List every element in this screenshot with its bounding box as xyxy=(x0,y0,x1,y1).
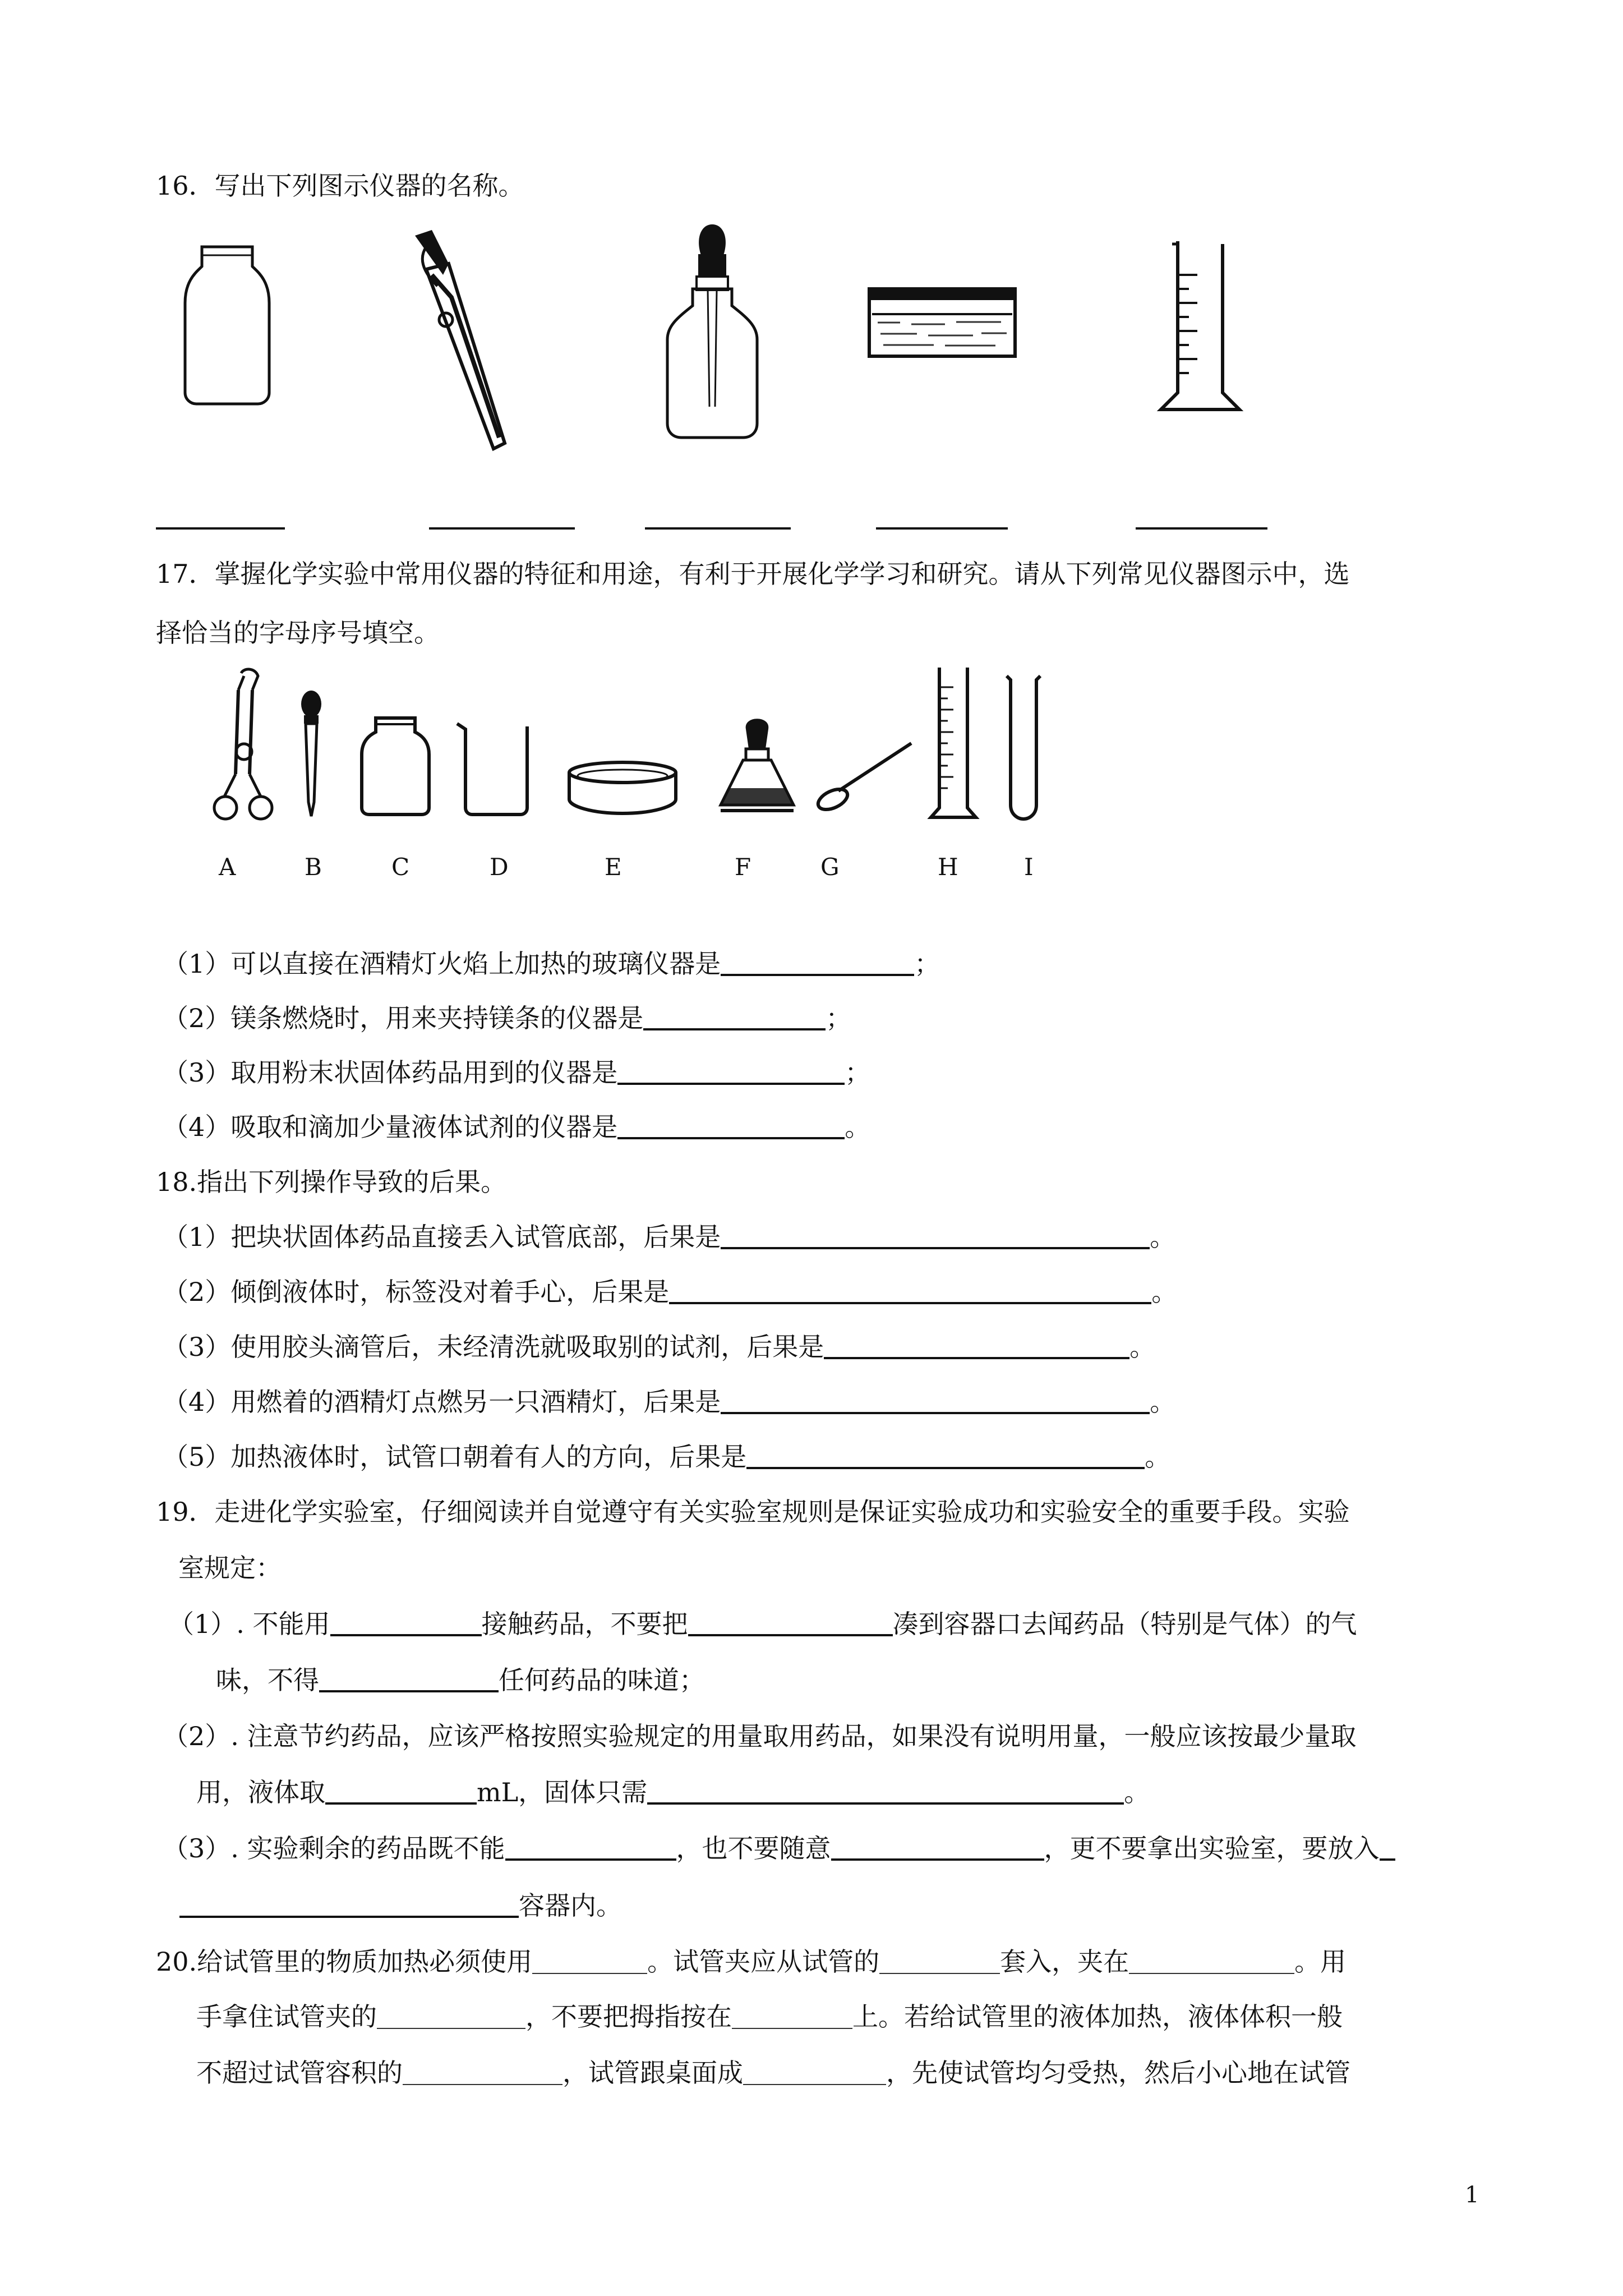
q20-blank-3[interactable] xyxy=(1129,1950,1294,1974)
label-i: I xyxy=(1024,853,1034,881)
label-c: C xyxy=(391,853,410,881)
q18-blank-4[interactable] xyxy=(721,1389,1150,1414)
page-number: 1 xyxy=(1465,2182,1479,2208)
q17-line1: 17．掌握化学实验中常用仪器的特征和用途，有利于开展化学学习和研究。请从下列常见仪器图示中，选 xyxy=(156,559,1350,589)
q17-part4: （4）吸取和滴加少量液体试剂的仪器是 。 xyxy=(163,1112,871,1142)
q16-answer-blank-5[interactable] xyxy=(1136,527,1267,530)
test-tube-icon xyxy=(1004,673,1043,822)
q18-blank-3[interactable] xyxy=(824,1335,1129,1359)
label-b: B xyxy=(305,853,322,881)
reagent-bottle-icon xyxy=(359,715,432,816)
graduated-cylinder-icon xyxy=(928,665,979,822)
q19-line2: 室规定： xyxy=(178,1553,282,1583)
q20-line1: 20.给试管里的物质加热必须使用 。试管夹应从试管的 套入，夹在 。用 xyxy=(156,1947,1347,1977)
q19-blank-8[interactable] xyxy=(179,1893,519,1918)
q18-blank-1[interactable] xyxy=(721,1225,1150,1249)
measuring-cylinder-icon xyxy=(1155,241,1245,415)
alcohol-lamp-icon xyxy=(718,710,796,819)
crucible-tongs-small-icon xyxy=(213,668,275,825)
dropper-icon xyxy=(297,690,325,819)
q20-blank-1[interactable] xyxy=(532,1950,647,1974)
q16-answer-blank-1[interactable] xyxy=(156,527,285,530)
q18-part3: （3）使用胶头滴管后，未经清洗就吸取别的试剂，后果是 。 xyxy=(163,1332,1156,1362)
q17-blank-1[interactable] xyxy=(721,951,914,976)
q20-blank-4[interactable] xyxy=(377,2005,525,2029)
beaker-icon xyxy=(454,721,533,816)
q20-line2: 手拿住试管夹的 ，不要把拇指按在 上。若给试管里的液体加热，液体体积一般 xyxy=(196,2001,1343,2032)
q20-blank-2[interactable] xyxy=(879,1950,1000,1974)
q18-title: 18.指出下列操作导致的后果。 xyxy=(156,1167,507,1197)
q19-blank-5[interactable] xyxy=(647,1780,1124,1805)
label-f: F xyxy=(735,853,751,881)
q18-part5: （5）加热液体时，试管口朝着有人的方向，后果是 。 xyxy=(163,1442,1171,1472)
q20-blank-5[interactable] xyxy=(732,2005,852,2029)
q16-answer-blank-4[interactable] xyxy=(876,527,1008,530)
q19-part3-line1: （3）. 实验剩余的药品既不能 ，也不要随意 ，更不要拿出实验室，要放入 xyxy=(163,1835,1395,1861)
q19-part2-line1: （2）. 注意节约药品，应该严格按照实验规定的用量取用药品，如果没有说明用量，一般应该按最少量取 xyxy=(163,1721,1357,1751)
q17-part1: （1）可以直接在酒精灯火焰上加热的玻璃仪器是 ； xyxy=(163,949,940,979)
crucible-tongs-icon xyxy=(393,230,516,454)
q20-blank-6[interactable] xyxy=(403,2062,562,2085)
q17-blank-3[interactable] xyxy=(617,1060,845,1085)
label-g: G xyxy=(820,853,840,881)
q16-answer-blank-3[interactable] xyxy=(645,527,791,530)
dropper-bottle-icon xyxy=(662,222,763,440)
q20-line3: 不超过试管容积的 ，试管跟桌面成 ，先使试管均匀受热，然后小心地在试管 xyxy=(196,2058,1350,2088)
q17-blank-4[interactable] xyxy=(617,1115,845,1139)
q19-blank-8-start[interactable] xyxy=(1380,1836,1395,1861)
q19-blank-4[interactable] xyxy=(325,1780,477,1805)
q19-blank-3[interactable] xyxy=(319,1668,499,1692)
q18-blank-2[interactable] xyxy=(669,1280,1151,1304)
q19-blank-7[interactable] xyxy=(831,1836,1044,1861)
q16-title: 16．写出下列图示仪器的名称。 xyxy=(156,171,524,201)
petri-dish-icon xyxy=(566,760,679,816)
label-e: E xyxy=(605,853,622,881)
q19-part2-line2: 用，液体取 mL，固体只需 。 xyxy=(196,1777,1150,1807)
q19-part3-line2: 容器内。 xyxy=(179,1893,622,1918)
q18-blank-5[interactable] xyxy=(746,1444,1145,1469)
q19-blank-1[interactable] xyxy=(330,1612,482,1636)
q18-part1: （1）把块状固体药品直接丢入试管底部，后果是 。 xyxy=(163,1222,1176,1252)
q17-blank-2[interactable] xyxy=(643,1006,826,1030)
q16-answer-blank-2[interactable] xyxy=(429,527,575,530)
q18-part4: （4）用燃着的酒精灯点燃另一只酒精灯，后果是 。 xyxy=(163,1387,1176,1417)
q19-part1-line2: 味，不得 任何药品的味道； xyxy=(216,1665,705,1695)
q19-blank-6[interactable] xyxy=(505,1836,676,1861)
q19-line1: 19．走进化学实验室，仔细阅读并自觉遵守有关实验室规则是保证实验成功和实验安全的重要手段。实验 xyxy=(156,1497,1350,1527)
label-d: D xyxy=(490,853,509,881)
label-h: H xyxy=(938,853,958,881)
label-a: A xyxy=(219,853,236,881)
q19-part1-line1: （1）. 不能用 接触药品，不要把 凑到容器口去闻药品（特别是气体）的气 xyxy=(168,1609,1357,1639)
q17-part3: （3）取用粉末状固体药品用到的仪器是 ； xyxy=(163,1057,871,1088)
wide-mouth-bottle-icon xyxy=(179,241,275,409)
q17-part2: （2）镁条燃烧时，用来夹持镁条的仪器是 ； xyxy=(163,1003,852,1033)
spatula-icon xyxy=(816,740,914,813)
q20-blank-7[interactable] xyxy=(743,2062,886,2085)
q17-line2: 择恰当的字母序号填空。 xyxy=(156,618,440,648)
q18-part2: （2）倾倒液体时，标签没对着手心，后果是 。 xyxy=(163,1277,1178,1307)
evaporating-dish-icon xyxy=(866,286,1018,359)
q19-blank-2[interactable] xyxy=(688,1612,893,1636)
